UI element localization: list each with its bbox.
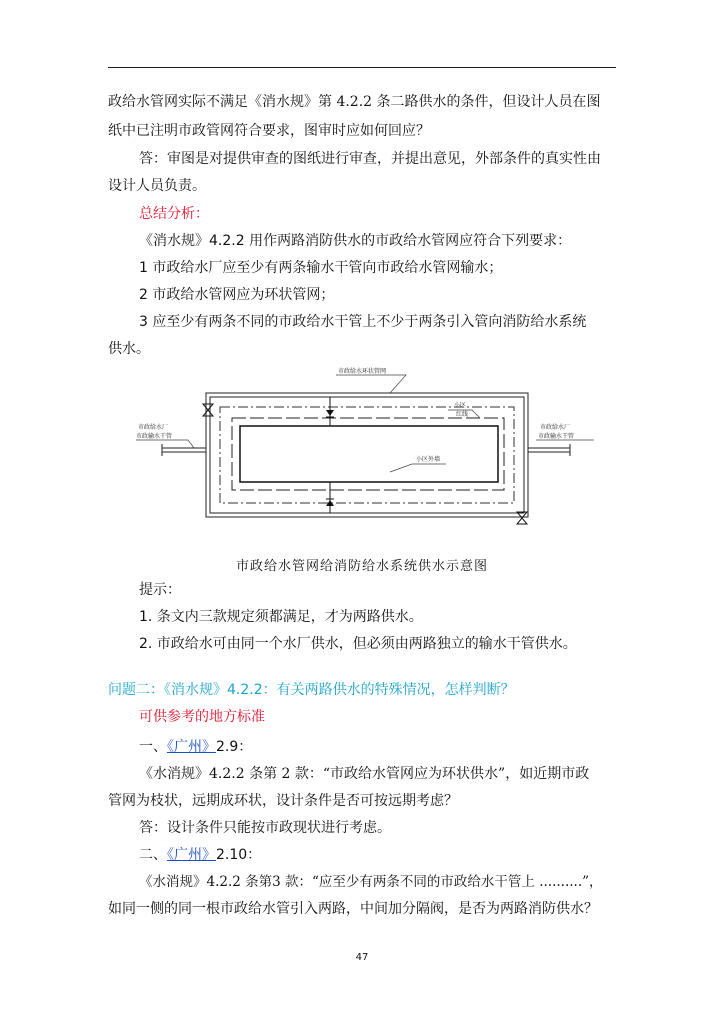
label-ring-main: 市政给水环状管网	[338, 368, 387, 375]
g1-text-line2: 管网为枝状，远期成环状，设计条件是否可按远期考虑？	[108, 793, 458, 809]
water-supply-diagram	[110, 360, 614, 540]
guangzhou-2-10-heading: 二、《广州》2.10：	[139, 847, 262, 863]
q1-answer-line1: 答：审图是对提供审查的图纸进行审查，并提出意见，外部条件的真实性由	[139, 151, 601, 167]
ring-main-inner	[210, 397, 524, 513]
summary-intro: 《消水规》4.2.2 用作两路消防供水的市政给水管网应符合下列要求：	[139, 233, 572, 249]
question-2-heading: 问题二：《消水规》4.2.2：有关两路供水的特殊情况，怎样判断？	[108, 682, 515, 698]
reference-title: 可供参考的地方标准	[139, 709, 265, 725]
g2-text-line1: 《水消规》4.2.2 条第3 款：“应至少有两条不同的市政给水干管上 ..........”，	[139, 874, 603, 890]
summary-item-3b: 供水。	[108, 341, 150, 357]
label-right-plant: 市政给水厂	[540, 424, 571, 431]
label-community: 小区	[454, 402, 467, 409]
guangzhou-2-9-heading: 一、《广州》2.9：	[139, 739, 253, 755]
header-rule	[108, 67, 616, 68]
q1-answer-line2: 设计人员负责。	[108, 178, 206, 194]
label-red-line: 红线	[456, 411, 469, 418]
building-block	[240, 426, 498, 482]
label-left-main: 市政输水干管	[136, 433, 173, 440]
ring-main-outer	[206, 393, 528, 517]
label-outer-wall: 小区外墙	[416, 456, 441, 463]
diagram-caption: 市政给水管网给消防给水系统供水示意图	[235, 559, 488, 574]
guangzhou-link-1[interactable]: 《广州》	[167, 739, 216, 755]
community-outer-wall	[232, 418, 504, 490]
summary-item-2: 2 市政给水管网应为环状管网；	[139, 287, 335, 303]
label-right-main: 市政输水干管	[538, 433, 575, 440]
g2-text-line2: 如同一侧的同一根市政给水管引入两路，中间加分隔阀，是否为两路消防供水？	[108, 901, 598, 917]
summary-title: 总结分析：	[139, 206, 209, 222]
community-red-line	[220, 407, 514, 503]
summary-item-3a: 3 应至少有两条不同的市政给水干管上不少于两条引入管向消防给水系统	[139, 314, 587, 330]
tips-title: 提示：	[139, 582, 181, 598]
check-valve-icon-bottom	[326, 482, 334, 513]
page-number: 47	[355, 952, 369, 963]
q1-text-line1: 政给水管网实际不满足《消水规》第 4.2.2 条二路供水的条件，但设计人员在图	[108, 94, 601, 110]
q1-text-line2: 纸中已注明市政管网符合要求，图审时应如何回应？	[108, 123, 430, 139]
check-valve-icon-top	[326, 397, 334, 426]
valve-icon-right	[517, 512, 527, 524]
tip-2: 2. 市政给水可由同一个水厂供水，但必须由两路独立的输水干管供水。	[139, 636, 577, 652]
g1-text-line1: 《水消规》4.2.2 条第 2 款：“市政给水管网应为环状供水”，如近期市政	[139, 766, 590, 782]
guangzhou-link-2[interactable]: 《广州》	[167, 847, 216, 863]
summary-item-1: 1 市政给水厂应至少有两条输水干管向市政给水管网输水；	[139, 260, 503, 276]
label-left-plant: 市政给水厂	[138, 424, 169, 431]
tip-1: 1. 条文内三款规定须都满足，才为两路供水。	[139, 609, 423, 625]
g1-answer: 答：设计条件只能按市政现状进行考虑。	[139, 820, 391, 836]
valve-icon-left	[203, 404, 213, 416]
